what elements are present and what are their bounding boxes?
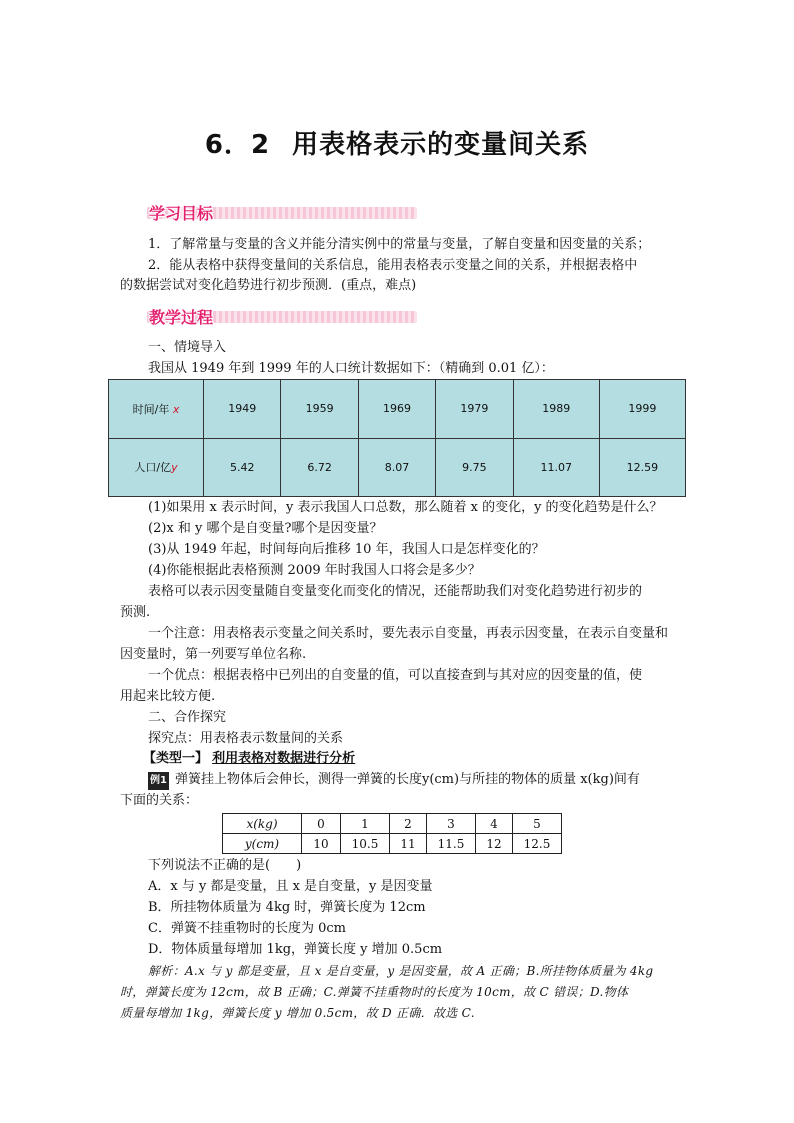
note-1-cont: 预测. xyxy=(120,605,151,620)
year-header: 时间/年 x xyxy=(109,380,204,439)
y-header: y(cm) xyxy=(223,834,302,854)
type-heading xyxy=(143,750,703,768)
goals-banner xyxy=(147,203,417,223)
process-banner xyxy=(147,307,417,327)
population-cell: 6.72 xyxy=(281,438,358,497)
example-tag: 例1 xyxy=(148,772,169,790)
population-cell: 11.07 xyxy=(513,438,599,497)
goals-banner-label: 学习目标 xyxy=(149,204,214,223)
analysis-3: 质量每增加 1kg，弹簧长度 y 增加 0.5cm，故 D 正确．故选 C. xyxy=(120,1006,475,1020)
choice-question: 下列说法不正确的是( ) xyxy=(148,858,302,873)
note-2: 一个注意：用表格表示变量之间关系时，要先表示自变量，再表示因变量，在表示自变量和 xyxy=(148,626,669,641)
table-row xyxy=(109,380,686,439)
option-a: A．x 与 y 都是变量，且 x 是自变量，y 是因变量 xyxy=(148,879,433,894)
explore-heading: 二、合作探究 xyxy=(148,710,227,725)
y-cell: 12 xyxy=(476,834,513,854)
section-number: 6．2 xyxy=(204,130,271,160)
year-cell: 1979 xyxy=(436,380,513,439)
example-line-2: 下面的关系： xyxy=(120,793,199,808)
question-2: (2)x 和 y 哪个是自变量?哪个是因变量？ xyxy=(148,521,383,536)
option-b: B．所挂物体质量为 4kg 时，弹簧长度为 12cm xyxy=(148,900,426,915)
type-label: 【类型一】 xyxy=(143,751,209,766)
note-3-cont: 用起来比较方便. xyxy=(120,689,216,704)
y-cell: 11 xyxy=(390,834,427,854)
option-c: C．弹簧不挂重物时的长度为 0cm xyxy=(148,921,346,936)
explore-point: 探究点：用表格表示数量间的关系 xyxy=(148,731,344,746)
table-row xyxy=(223,814,562,834)
x-cell: 4 xyxy=(476,814,513,834)
example-line-1: 例1 弹簧挂上物体后会伸长，测得一弹簧的长度y(cm)与所挂的物体的质量 x(kg)间有 xyxy=(148,771,708,790)
x-cell: 1 xyxy=(341,814,390,834)
intro-heading: 一、情境导入 xyxy=(148,340,227,355)
y-cell: 12.5 xyxy=(513,834,562,854)
population-header: 人口/亿y xyxy=(109,438,204,497)
table-row xyxy=(109,438,686,497)
population-cell: 8.07 xyxy=(358,438,435,497)
note-3: 一个优点：根据表格中已列出的自变量的值，可以直接查到与其对应的因变量的值，使 xyxy=(148,668,643,683)
question-4: (4)你能根据此表格预测 2009 年时我国人口将会是多少？ xyxy=(148,563,481,578)
table-row xyxy=(223,834,562,854)
year-cell: 1959 xyxy=(281,380,358,439)
year-cell: 1989 xyxy=(513,380,599,439)
spring-table xyxy=(222,813,562,854)
type-title: 利用表格对数据进行分析 xyxy=(212,751,356,766)
population-cell: 9.75 xyxy=(436,438,513,497)
year-cell: 1999 xyxy=(599,380,685,439)
year-cell: 1949 xyxy=(204,380,281,439)
y-cell: 10.5 xyxy=(341,834,390,854)
analysis-1: 解析：A.x 与 y 都是变量，且 x 是自变量，y 是因变量，故 A 正确；B.所挂物体质量为 4kg xyxy=(148,964,654,978)
population-cell: 5.42 xyxy=(204,438,281,497)
page-title xyxy=(0,124,794,161)
x-cell: 3 xyxy=(427,814,476,834)
note-2-cont: 因变量时，第一列要写单位名称. xyxy=(120,647,307,662)
question-3: (3)从 1949 年起，时间每向后推移 10 年，我国人口是怎样变化的？ xyxy=(148,542,545,557)
analysis-2: 时，弹簧长度为 12cm，故 B 正确；C.弹簧不挂重物时的长度为 10cm，故 C 错误；D.物体 xyxy=(120,985,629,999)
population-table xyxy=(108,379,686,497)
y-cell: 10 xyxy=(302,834,341,854)
option-d: D．物体质量每增加 1kg，弹簧长度 y 增加 0.5cm xyxy=(148,942,443,957)
question-1: (1)如果用 x 表示时间，y 表示我国人口总数，那么随着 x 的变化，y 的变化趋势是什么？ xyxy=(148,500,663,515)
x-header: x(kg) xyxy=(223,814,302,834)
intro-lead: 我国从 1949 年到 1999 年的人口统计数据如下：（精确到 0.01 亿）： xyxy=(148,361,554,376)
x-cell: 0 xyxy=(302,814,341,834)
note-1: 表格可以表示因变量随自变量变化而变化的情况，还能帮助我们对变化趋势进行初步的 xyxy=(148,584,643,599)
goal-2-cont: 的数据尝试对变化趋势进行初步预测．(重点，难点) xyxy=(120,278,417,293)
x-cell: 2 xyxy=(390,814,427,834)
goal-2: 2．能从表格中获得变量间的关系信息，能用表格表示变量之间的关系，并根据表格中 xyxy=(148,258,638,273)
population-cell: 12.59 xyxy=(599,438,685,497)
section-title: 用表格表示的变量间关系 xyxy=(292,130,590,160)
goal-1: 1．了解常量与变量的含义并能分清实例中的常量与变量，了解自变量和因变量的关系； xyxy=(148,237,651,252)
x-cell: 5 xyxy=(513,814,562,834)
year-cell: 1969 xyxy=(358,380,435,439)
process-banner-label: 教学过程 xyxy=(149,308,214,327)
y-cell: 11.5 xyxy=(427,834,476,854)
